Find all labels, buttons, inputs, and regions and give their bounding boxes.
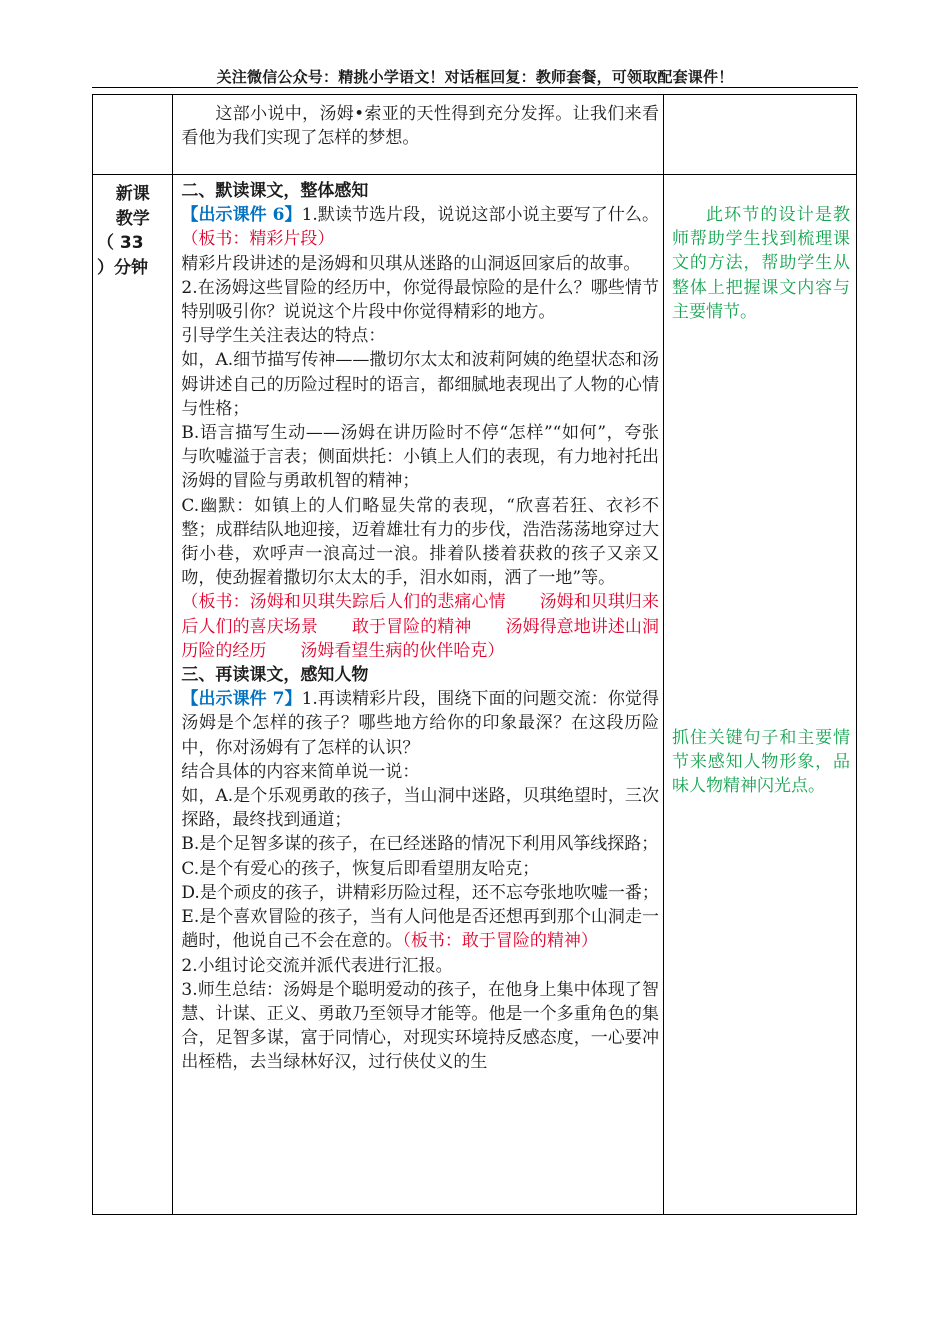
section-title: 二、默读课文，整体感知 bbox=[181, 181, 369, 201]
question-text: 1.默读节选片段，说说这部小说主要写了什么。 bbox=[301, 205, 659, 226]
header-rule bbox=[92, 87, 858, 88]
paragraph: 3.师生总结：汤姆是个聪明爱动的孩子，在他身上集中体现了智慧、计谋、正义、勇敢乃至领导才能等。他是一个多重角色的集合，足智多谋，富于同情心，对现实环境持反感态度，一心要冲出桎梏，去当绿林好汉，过行侠仗义的生 bbox=[181, 979, 659, 1073]
paragraph: C.幽默：如镇上的人们略显失常的表现，“欣喜若狂、衣衫不整；成群结队地迎接，迈着雄壮有力的步伐，浩浩荡荡地穿过大街小巷，欢呼声一浪高过一浪。排着队搂着获救的孩子又亲又吻，使劲握着撒切尔太太的手，泪水如雨，洒了一地”等。 bbox=[181, 495, 659, 589]
paragraph bbox=[181, 905, 659, 953]
section-label-line: 新课 bbox=[115, 184, 150, 204]
board-note: （板书：精彩片段） bbox=[181, 229, 335, 250]
row2-label-cell bbox=[93, 175, 173, 1215]
courseware-cue: 【出示课件 6】 bbox=[181, 205, 302, 226]
paragraph: D.是个顽皮的孩子，讲精彩历险过程，还不忘夸张地吹嘘一番； bbox=[181, 882, 659, 903]
paragraph: 如，A.是个乐观勇敢的孩子，当山洞中迷路，贝琪绝望时，三次探路，最终找到通道； bbox=[181, 786, 659, 831]
section-label-line: 教学 bbox=[115, 208, 150, 229]
paragraph bbox=[181, 687, 659, 760]
section-label-line: ）分钟 bbox=[97, 257, 148, 278]
row1-note-cell bbox=[663, 95, 856, 175]
row1-paragraph: 这部小说中，汤姆•索亚的天性得到充分发挥。让我们来看看他为我们实现了怎样的梦想。 bbox=[181, 104, 659, 149]
design-note: 抓住关键句子和主要情节来感知人物形象，品味人物精神闪光点。 bbox=[671, 728, 850, 797]
paragraph: B.语言描写生动——汤姆在讲历险时不停“怎样”“如何”，夸张与吹嘘溢于言表；侧面烘托：小镇上人们的表现，有力地衬托出汤姆的冒险与勇敢机智的精神； bbox=[181, 423, 659, 492]
paragraph: 精彩片段讲述的是汤姆和贝琪从迷路的山洞返回家后的故事。 bbox=[181, 253, 641, 274]
table-row bbox=[93, 175, 857, 1215]
paragraph: 2.小组讨论交流并派代表进行汇报。 bbox=[181, 955, 453, 976]
paragraph: C.是个有爱心的孩子，恢复后即看望朋友哈克； bbox=[181, 858, 540, 879]
section-label-line: （ 33 bbox=[97, 233, 144, 253]
row2-note-cell bbox=[663, 175, 856, 1215]
board-note: （板书：汤姆和贝琪失踪后人们的悲痛心情 汤姆和贝琪归来后人们的喜庆场景 敢于冒险的精神 汤姆得意地讲述山洞历险的经历 汤姆看望生病的伙伴哈克） bbox=[181, 592, 659, 661]
paragraph: 结合具体的内容来简单说一说： bbox=[181, 761, 420, 782]
board-note: （板书：敢于冒险的精神） bbox=[402, 931, 598, 952]
paragraph: 2.在汤姆这些冒险的经历中，你觉得最惊险的是什么？哪些情节特别吸引你？说说这个片段中你觉得精彩的地方。 bbox=[181, 277, 659, 323]
lesson-plan-table bbox=[92, 94, 857, 1215]
section-title: 三、再读课文，感知人物 bbox=[181, 665, 369, 686]
table-row bbox=[93, 95, 857, 175]
row1-label-cell bbox=[93, 95, 173, 175]
row2-content-cell bbox=[173, 175, 664, 1215]
design-note: 此环节的设计是教师帮助学生找到梳理课文的方法，帮助学生从整体上把握课文内容与主要情节。 bbox=[671, 205, 850, 322]
paragraph: B.是个足智多谋的孩子，在已经迷路的情况下利用风筝线探路； bbox=[181, 834, 659, 855]
courseware-cue: 【出示课件 7】 bbox=[181, 689, 302, 710]
paragraph: 如，A.细节描写传神——撒切尔太太和波莉阿姨的绝望状态和汤姆讲述自己的历险过程时的语言，都细腻地表现出了人物的心情与性格； bbox=[181, 350, 659, 419]
paragraph bbox=[181, 203, 659, 251]
paragraph: 引导学生关注表达的特点： bbox=[181, 326, 386, 347]
row1-content-cell bbox=[173, 95, 664, 175]
question-text: 1.再读精彩片段，围绕下面的问题交流：你觉得汤姆是个怎样的孩子？哪些地方给你的印象最深？在这段历险中，你对汤姆有了怎样的认识？ bbox=[181, 689, 659, 758]
top-notice: 关注微信公众号：精挑小学语文！对话框回复：教师套餐，可领取配套课件！ bbox=[216, 68, 734, 86]
section-label bbox=[93, 175, 172, 280]
trait-text: E.是个喜欢冒险的孩子，当有人问他是否还想再到那个山洞走一趟时，他说自己不会在意的。 bbox=[181, 907, 659, 952]
